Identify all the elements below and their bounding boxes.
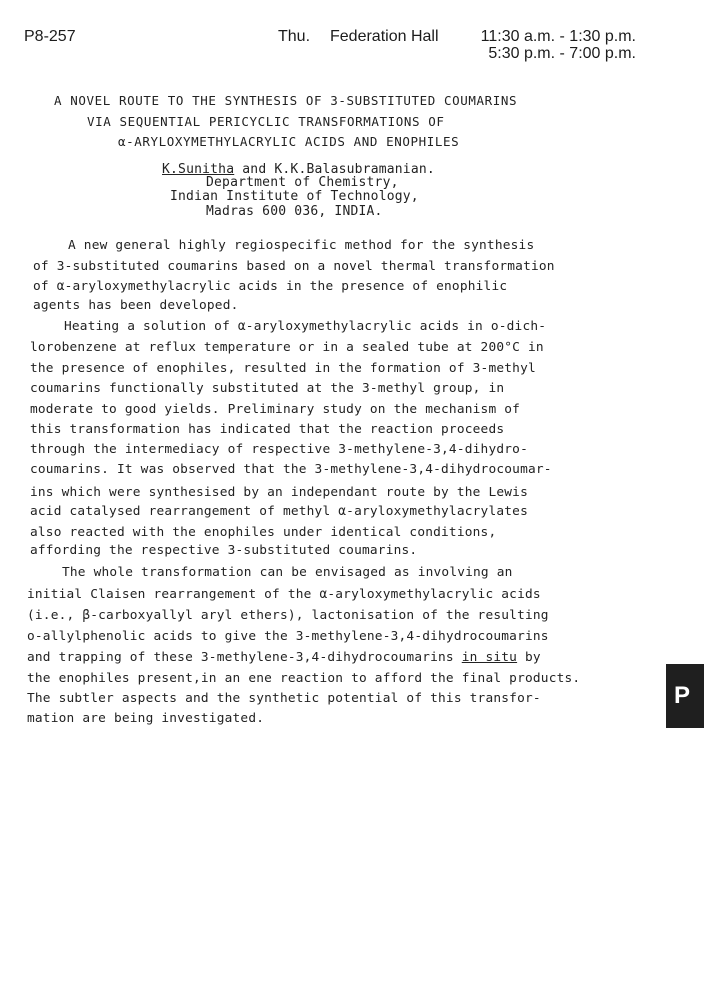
body-line: acid catalysed rearrangement of methyl α-aryloxymethylacrylates	[30, 504, 528, 519]
session-time-1: 11:30 a.m. - 1:30 p.m.	[480, 28, 636, 45]
title-line-2: VIA SEQUENTIAL PERICYCLIC TRANSFORMATIONS OF	[87, 114, 445, 129]
body-line: lorobenzene at reflux temperature or in a sealed tube at 200°C in	[30, 340, 544, 355]
body-line: The whole transformation can be envisaged as involving an	[62, 565, 513, 580]
body-line: initial Claisen rearrangement of the α-aryloxymethylacrylic acids	[27, 587, 541, 602]
body-line: this transformation has indicated that the reaction proceeds	[30, 422, 505, 437]
body-line: of 3-substituted coumarins based on a novel thermal transformation	[33, 259, 555, 274]
body-line: A new general highly regiospecific method for the synthesis	[68, 238, 535, 253]
title-line-1: A NOVEL ROUTE TO THE SYNTHESIS OF 3-SUBSTITUTED COUMARINS	[54, 93, 518, 108]
body-line: (i.e., β-carboxyallyl aryl ethers), lactonisation of the resulting	[27, 608, 549, 623]
body-line: Heating a solution of α-aryloxymethylacrylic acids in o-dich-	[64, 319, 547, 334]
author-department: Department of Chemistry,	[206, 175, 399, 190]
body-text: by	[517, 650, 541, 665]
body-line: moderate to good yields. Preliminary study on the mechanism of	[30, 402, 521, 417]
session-venue: Federation Hall	[330, 28, 439, 45]
body-line: the enophiles present,in an ene reaction to afford the final products.	[27, 671, 581, 686]
body-line: through the intermediacy of respective 3-methylene-3,4-dihydro-	[30, 442, 528, 457]
session-day: Thu.	[278, 28, 311, 45]
in-situ-term: in situ	[461, 650, 518, 665]
co-author: and K.K.Balasubramanian.	[234, 162, 435, 177]
body-line: the presence of enophiles, resulted in the formation of 3-methyl	[30, 361, 536, 376]
session-time-2: 5:30 p.m. - 7:00 p.m.	[488, 45, 636, 62]
body-line: ins which were synthesised by an independant route by the Lewis	[30, 485, 528, 500]
body-line: agents has been developed.	[33, 298, 239, 313]
body-line: affording the respective 3-substituted coumarins.	[30, 543, 418, 558]
body-line: o-allylphenolic acids to give the 3-methylene-3,4-dihydrocoumarins	[27, 629, 549, 644]
body-line: coumarins functionally substituted at the 3-methyl group, in	[30, 381, 505, 396]
body-line: mation are being investigated.	[27, 711, 265, 726]
body-line	[27, 650, 541, 666]
section-tab	[666, 664, 704, 728]
abstract-code: P8-257	[24, 28, 76, 45]
presenting-author: K.Sunitha	[162, 162, 235, 177]
title-line-3: α-ARYLOXYMETHYLACRYLIC ACIDS AND ENOPHILES	[118, 134, 460, 149]
body-line: The subtler aspects and the synthetic potential of this transfor-	[27, 691, 541, 706]
author-address: Madras 600 036, INDIA.	[206, 204, 383, 219]
body-line: coumarins. It was observed that the 3-methylene-3,4-dihydrocoumar-	[30, 462, 552, 477]
section-tab-letter: P	[674, 682, 691, 709]
body-line: of α-aryloxymethylacrylic acids in the presence of enophilic	[33, 279, 508, 294]
body-line: also reacted with the enophiles under identical conditions,	[30, 525, 497, 540]
author-institute: Indian Institute of Technology,	[170, 189, 419, 204]
body-text: and trapping of these 3-methylene-3,4-dihydrocoumarins	[27, 650, 462, 665]
